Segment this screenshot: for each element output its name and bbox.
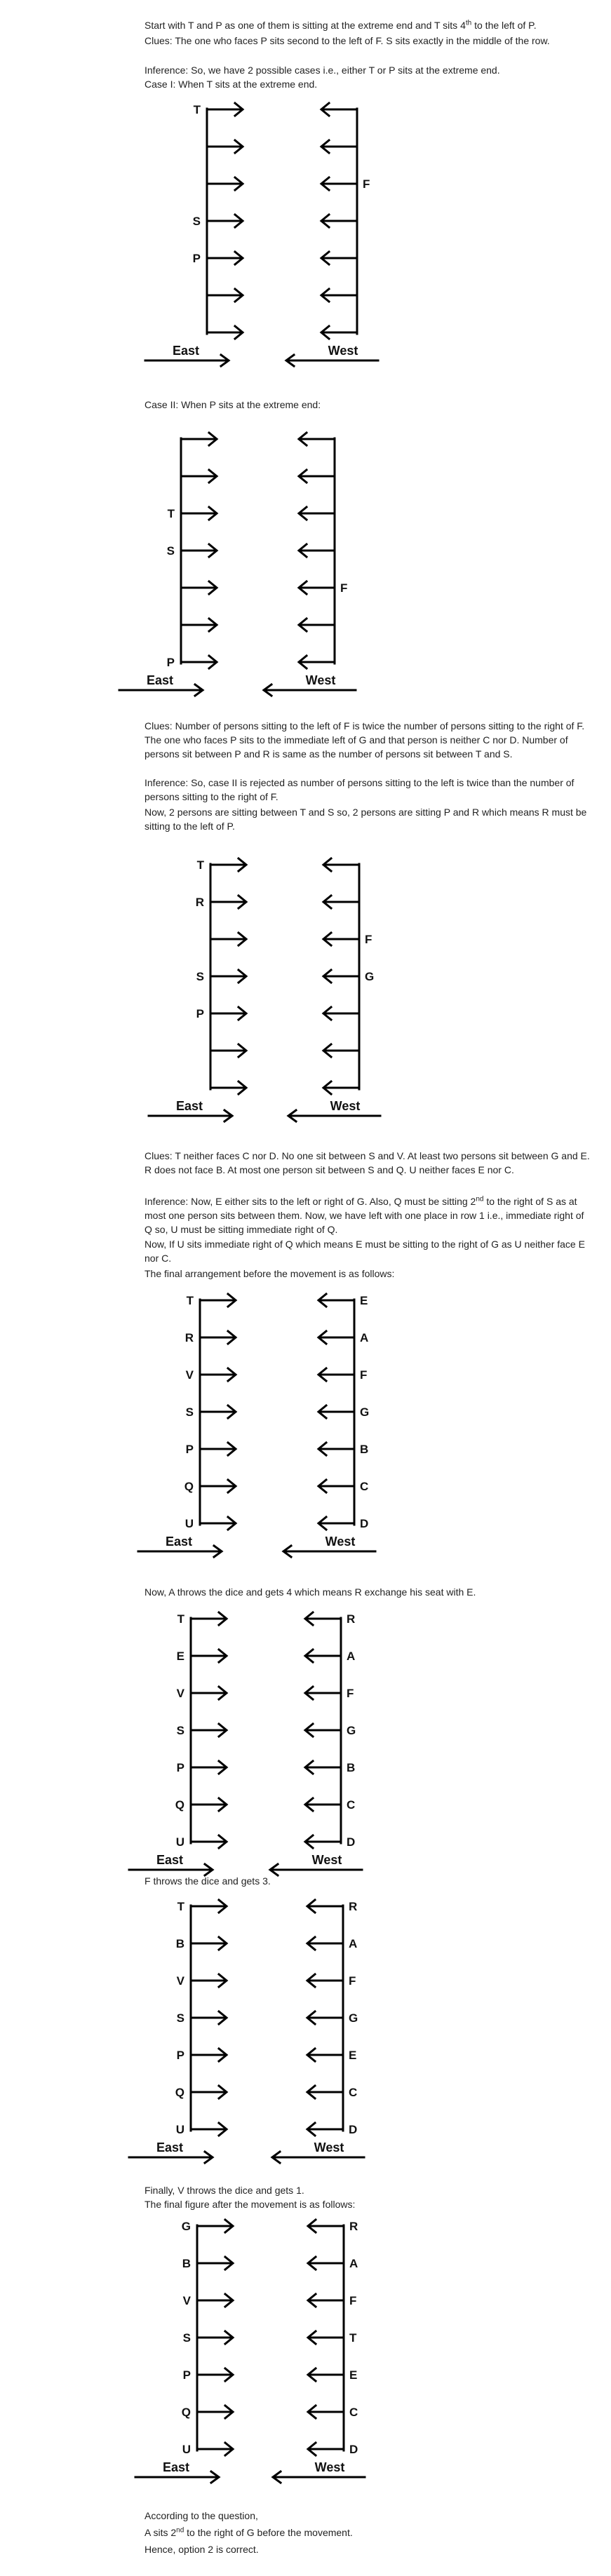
right-seat-label: F [363,177,370,191]
right-seat-label: F [347,1687,354,1700]
move-v-paragraph: Finally, V throws the dice and gets 1. [145,2185,304,2196]
right-seat-label: C [347,1798,356,1812]
right-seat-label: E [349,2049,357,2062]
inference-paragraph-5: Now, If U sits immediate right of Q which means E must be sitting to the right of G as U neither face E nor C. [145,1239,585,1264]
left-seat-label: T [193,103,201,116]
left-seat-label: S [166,544,175,558]
left-seat-label: S [196,970,204,983]
left-seat-label: V [176,1687,184,1700]
inference-paragraph-4: Inference: Now, E either sits to the left or right of G. Also, Q must be sitting 2nd to the right of S as at most one person sits between them. Now, we have left with one place in row 1 i.e., immediate right of Q so, U must be sitting immediate right of Q. [145,1195,584,1235]
left-seat-label: Q [175,2086,184,2099]
right-seat-label: A [347,1650,356,1663]
right-seat-label: B [347,1761,356,1774]
west-label: West [328,344,358,358]
right-seat-label: F [365,933,372,946]
conclusion-paragraph: Hence, option 2 is correct. [145,2544,259,2555]
right-seat-label: F [349,1974,356,1988]
seating-figure-before-movement [0,1288,611,1579]
inference-paragraph-2: Inference: So, case II is rejected as number of persons sitting to the left is twice than the number of persons sitting to the right of F. [145,777,575,802]
seating-figure-after-a-throw [0,1606,611,1869]
left-seat-label: P [176,2049,184,2062]
right-seat-label: D [349,2443,358,2456]
left-seat-label: T [167,507,175,520]
left-seat-label: B [182,2257,191,2270]
answer-paragraph: A sits 2nd to the right of G before the movement. [145,2526,353,2538]
left-seat-label: U [175,2123,184,2136]
east-label: East [146,673,174,687]
final-figure-heading: The final figure after the movement is as follows: [145,2199,356,2210]
right-seat-label: C [349,2406,358,2419]
question-paragraph: According to the question, [145,2510,258,2521]
right-seat-label: R [349,2220,358,2233]
seating-figure-final [0,2213,611,2497]
left-seat-label: P [182,2368,191,2382]
right-seat-label: F [340,581,348,595]
right-seat-label: A [349,1937,358,1950]
right-seat-label: D [349,2123,358,2136]
left-seat-label: V [182,2294,191,2307]
move-f-paragraph: F throws the dice and gets 3. [145,1875,271,1887]
left-seat-label: U [175,1835,184,1849]
seating-figure-case-2 [0,426,611,714]
left-seat-label: T [177,1612,184,1626]
right-seat-label: A [360,1331,369,1344]
seating-figure-case-1 [0,97,611,391]
right-seat-label: R [347,1612,356,1626]
left-seat-label: V [176,1974,184,1988]
clue-paragraph-3: Clues: T neither faces C nor D. No one sit between S and V. At least two persons sit between G and E. R does not face B. At most one person sit between S and Q. U neither faces E nor C. [145,1150,590,1175]
left-seat-label: S [185,1405,194,1419]
left-seat-label: P [166,656,175,669]
left-seat-label: T [196,858,204,872]
right-seat-label: D [360,1517,369,1530]
right-seat-label: D [347,1835,356,1849]
east-label: East [165,1535,193,1549]
west-label: West [314,2140,344,2154]
left-seat-label: U [182,2443,191,2456]
clue-paragraph-1: Clues: The one who faces P sits second to the left of F. S sits exactly in the middle of the row. [145,35,550,46]
west-label: West [305,673,336,687]
east-label: East [156,1853,184,1867]
left-seat-label: U [184,1517,194,1530]
case-2-heading: Case II: When P sits at the extreme end: [145,399,321,410]
right-seat-label: F [349,2294,357,2307]
left-seat-label: T [186,1294,194,1307]
left-seat-label: V [185,1368,194,1382]
inference-paragraph-1: Inference: So, we have 2 possible cases i.e., either T or P sits at the extreme end. [145,65,500,76]
west-label: West [314,2460,345,2474]
right-seat-label: C [360,1480,369,1493]
left-seat-label: R [195,896,204,909]
case-1-heading: Case I: When T sits at the extreme end. [145,79,318,90]
right-seat-label: B [360,1443,369,1456]
left-seat-label: S [176,1724,184,1737]
left-seat-label: Q [181,2406,191,2419]
right-seat-label: C [349,2086,358,2099]
left-seat-label: P [176,1761,184,1774]
west-label: West [330,1099,361,1113]
right-seat-label: G [365,970,375,983]
left-seat-label: T [177,1900,184,1913]
move-a-paragraph: Now, A throws the dice and gets 4 which means R exchange his seat with E. [145,1586,476,1598]
east-label: East [162,2460,190,2474]
left-seat-label: E [176,1650,184,1663]
intro-paragraph: Start with T and P as one of them is sitting at the extreme end and T sits 4th to the left of P. [145,19,537,31]
left-seat-label: P [192,252,201,265]
right-seat-label: G [360,1405,370,1419]
left-seat-label: B [175,1937,184,1950]
left-seat-label: R [184,1331,194,1344]
right-seat-label: G [349,2011,358,2025]
left-seat-label: S [182,2331,191,2345]
east-label: East [156,2140,184,2154]
inference-paragraph-3: Now, 2 persons are sitting between T and S so, 2 persons are sitting P and R which means R must be sitting to the left of P. [145,807,587,832]
right-seat-label: E [349,2368,358,2382]
arrangement-heading: The final arrangement before the movement is as follows: [145,1268,395,1279]
left-seat-label: S [176,2011,184,2025]
west-label: West [311,1853,342,1867]
east-label: East [172,344,200,358]
left-seat-label: S [192,215,201,228]
seating-figure-after-f-throw [0,1894,611,2178]
left-seat-label: P [185,1443,194,1456]
left-seat-label: Q [184,1480,194,1493]
left-seat-label: P [196,1007,204,1020]
right-seat-label: T [349,2331,357,2345]
left-seat-label: Q [175,1798,184,1812]
left-seat-label: G [181,2220,191,2233]
right-seat-label: A [349,2257,358,2270]
right-seat-label: F [360,1368,368,1382]
clue-paragraph-2: Clues: Number of persons sitting to the left of F is twice the number of persons sitting to the right of F. The one who faces P sits to the immediate left of G and that person is neither C nor D. Number of persons sit between P and R is same as the number of persons sit between T and S. [145,720,585,760]
seating-figure-refined [0,852,611,1147]
east-label: East [175,1099,203,1113]
right-seat-label: E [360,1294,368,1307]
west-label: West [325,1535,356,1549]
right-seat-label: G [347,1724,356,1737]
right-seat-label: R [349,1900,358,1913]
